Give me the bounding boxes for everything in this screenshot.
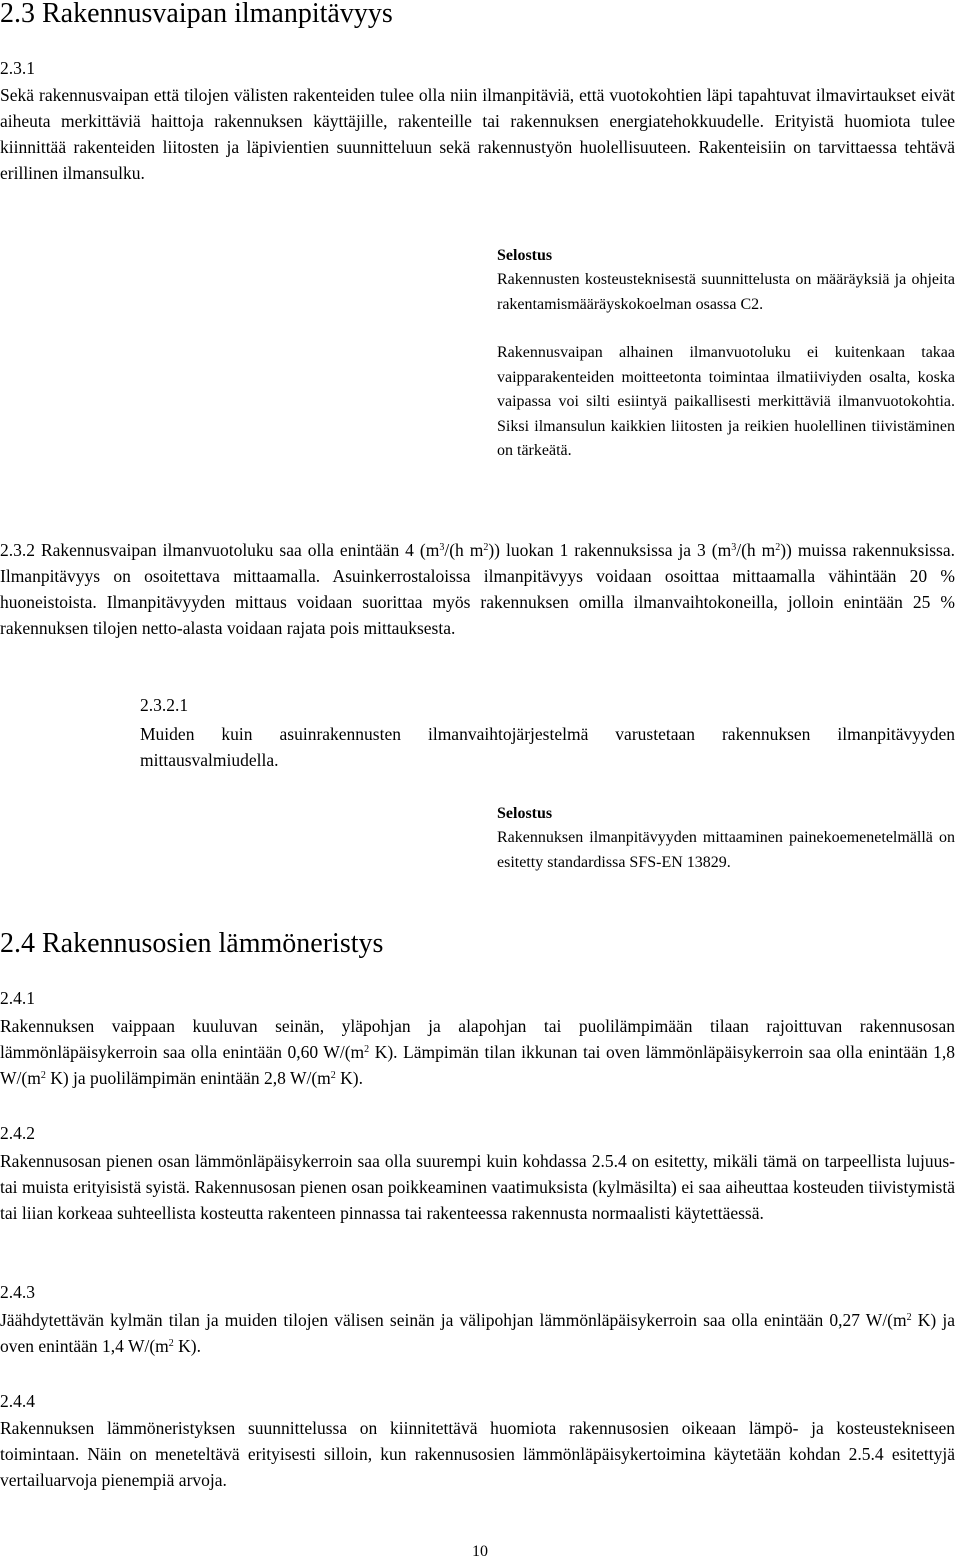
clause-number-2-4-3: 2.4.3: [0, 1282, 35, 1302]
clause-number-2-3-2: 2.3.2: [0, 540, 35, 560]
clause-number-2-3-2-1: 2.3.2.1: [140, 695, 189, 715]
clause-text-2-4-1: Rakennuksen vaippaan kuuluvan seinän, yläpohjan ja alapohjan tai puolilämpimään tilaan rajoittuvan rakennusosan lämmönläpäisykerroin saa olla enintään 0,60 $W/(m^2$ K). Lämpimän tilan ikkunan tai oven lämmönläpäisykerroin saa olla enintään 1,8 $W/(m^2$ K) ja puolilämpimän enintään 2,8 $W/(m^2$ K).: [0, 1016, 955, 1088]
section-heading-2-3: 2.3 Rakennusvaipan ilmanpitävyys: [0, 0, 393, 29]
selostus-paragraph: Rakennusten kosteusteknisestä suunnittelusta on määräyksiä ja ohjeita rakentamismääräyskokoelman osassa C2.: [497, 271, 955, 313]
selostus-paragraph: Rakennusvaipan alhainen ilmanvuotoluku ei kuitenkaan takaa vaipparakenteiden moitteetonta toimintaa ilmatiiviyden osalta, koska vaipassa voi silti esiintyä paikallisesti merkittäviä ilmanvuotokohtia. Siksi ilmansulun kaikkien liitosten ja reikien huolellinen tiivistäminen on tärkeätä.: [497, 344, 955, 459]
clause-text-2-4-2: Rakennusosan pienen osan lämmönläpäisykerroin saa olla suurempi kuin kohdassa 2.5.4 on esitetty, mikäli tämä on tarpeellista lujuus- tai muista erityisistä syistä. Rakennusosan pienen osan poikkeaminen vaatimuksista (kylmäsilta) ei saa aiheuttaa kosteuden tiivistymistä tai liian korkeaa suhteellista kosteutta rakenteen pinnassa tai rakenteessa rakennusta normaalisti käytettäessä.: [0, 1151, 955, 1223]
clause-number-2-4-2: 2.4.2: [0, 1123, 35, 1143]
clause-text-2-3-1: Sekä rakennusvaipan että tilojen välisten rakenteiden tulee olla niin ilmanpitäviä, että vuotokohtien läpi tapahtuvat ilmavirtaukset eivät aiheuta merkittäviä haittoja rakennuksen käyttäjille, rakenteille tai rakennuksen energiatehokkuudelle. Erityistä huomiota tulee kiinnittää rakenteiden liitosten ja läpivientien suunnitteluun sekä rakennustyön huolellisuuteen. Rakenteisiin on tarvittaessa tehtävä erillinen ilmansulku.: [0, 85, 955, 183]
clause-text-2-4-4: Rakennuksen lämmöneristyksen suunnittelussa on kiinnitettävä huomiota rakennusosien oikeaan lämpö- ja kosteustekniseen toimintaan. Näin on meneteltävä erityisesti silloin, kun rakennusosien lämmönläpäisykertoimina käytetään kohdan 2.5.4 esitettyjä vertailuarvoja pienempiä arvoja.: [0, 1418, 955, 1490]
clause-text-2-4-3: Jäähdytettävän kylmän tilan ja muiden tilojen välisen seinän ja välipohjan lämmönläpäisykerroin saa olla enintään 0,27 $W/(m^2$ K) ja oven enintään 1,4 $W/(m^2$ K).: [0, 1310, 955, 1356]
clause-number-2-3-1: 2.3.1: [0, 58, 35, 78]
clause-number-2-4-4: 2.4.4: [0, 1391, 35, 1411]
clause-text-2-3-2: 2.3.2 Rakennusvaipan ilmanvuotoluku saa olla enintään 4 ($m^3/(h$ $m^2$)) luokan 1 rakennuksissa ja 3 ($m^3/(h$ $m^2$)) muissa rakennuksissa. Ilmanpitävyys on osoitettava mittaamalla. Asuinkerrostaloissa ilmanpitävyys voidaan osoittaa mittaamalla vähintään 20 % huoneistoista. Ilmanpitävyyden mittaus voidaan suorittaa myös rakennuksen omilla ilmanvaihtokoneilla, jolloin enintään 25 % rakennuksen tilojen netto-alasta voidaan rajata pois mittauksesta.: [0, 540, 955, 638]
clause-number-2-4-1: 2.4.1: [0, 988, 35, 1008]
selostus-box-2: [497, 802, 955, 875]
page-number: 10: [472, 1543, 488, 1560]
section-heading-2-4: 2.4 Rakennusosien lämmöneristys: [0, 928, 384, 959]
selostus-box-1: [497, 244, 955, 464]
selostus-title: Selostus: [497, 805, 553, 822]
clause-text-2-3-2-1: Muiden kuin asuinrakennusten ilmanvaihtojärjestelmä varustetaan rakennuksen ilmanpitävyyden mittausvalmiudella.: [140, 724, 955, 770]
selostus-paragraph: Rakennuksen ilmanpitävyyden mittaaminen painekoemenetelmällä on esitetty standardissa SFS-EN 13829.: [497, 829, 955, 871]
selostus-title: Selostus: [497, 247, 553, 264]
